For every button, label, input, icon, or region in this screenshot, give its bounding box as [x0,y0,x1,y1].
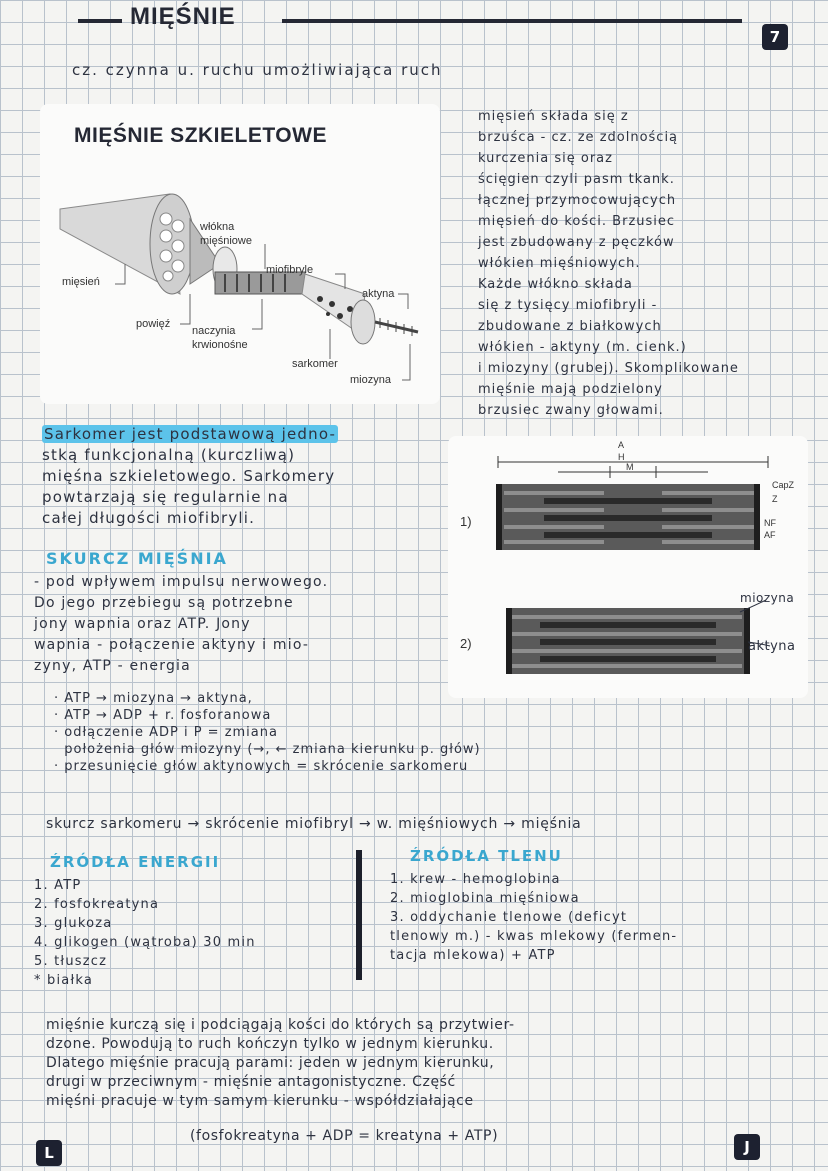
paragraph-line: Dlatego mięśnie pracują parami: jeden w jednym kierunku, [46,1055,495,1071]
note-line: się z tysięcy miofibryli - [478,298,658,313]
note-line: włókien - aktyny (m. cienk.) [478,340,687,355]
paragraph-line: dzone. Powodują to ruch kończyn tylko w jednym kierunku. [46,1036,494,1052]
corner-marker-bottom-right: J [734,1134,760,1160]
title-rule-left [78,19,122,23]
sarkomer-line: powtarzają się regularnie na [42,488,289,506]
energy-item: 5. tłuszcz [34,954,108,969]
antagonist-paragraph [46,1016,515,1111]
note-line: Każde włókno składa [478,277,633,292]
note-line: łącznej przymocowujących [478,193,677,208]
note-line: mięsień do kości. Brzusiec [478,214,676,229]
contraction-flow: skurcz sarkomeru → skrócenie miofibryl → w. mięśniowych → mięśnia [46,816,582,832]
paragraph-line: mięśnie kurczą się i podciągają kości do których są przytwier- [46,1017,515,1033]
page-subtitle: cz. czynna u. ruchu umożliwiająca ruch [72,61,443,79]
note-line: ścięgien czyli pasm tkank. [478,172,675,187]
sarkomer-line: stką funkcjonalną (kurczliwą) [42,446,296,464]
diagram-label-2: 2) [460,636,472,651]
contraction-line: - pod wpływem impulsu nerwowego. [34,574,329,590]
side-label-z: Z [772,494,778,504]
oxygen-item: 2. mioglobina mięśniowa [390,891,580,906]
contraction-line: zyny, ATP - energia [34,658,191,674]
contraction-line: wapnia - połączenie aktyny i mio- [34,637,310,653]
energy-formula: (fosfokreatyna + ADP = kreatyna + ATP) [190,1128,499,1144]
contraction-heading: SKURCZ MIĘŚNIA [46,549,228,568]
note-line: brzuśca - cz. ze zdolnością [478,130,679,145]
figure-title: MIĘŚNIE SZKIELETOWE [74,124,327,147]
step-line: · odłączenie ADP i P = zmiana [54,725,278,740]
contraction-line: Do jego przebiegu są potrzebne [34,595,294,611]
oxygen-item: tacja mlekowa) + ATP [390,948,556,963]
muscle-illustration [40,104,440,404]
label-miesien: mięsień [62,276,100,288]
corner-marker-bottom-left: L [36,1140,62,1166]
band-label-h: H [618,452,625,462]
note-line: jest zbudowany z pęczków [478,235,675,250]
step-line: · przesunięcie głów aktynowych = skrócenie sarkomeru [54,759,469,774]
sarkomer-definition [42,424,338,529]
sarcomere-relaxed [496,484,760,550]
paragraph-line: mięśni pracuje w tym samym kierunku - współdziałające [46,1093,474,1109]
label-miofibryle: miofibryle [266,264,314,276]
oxygen-list [390,870,677,965]
sarkomer-line: mięśna szkieletowego. Sarkomery [42,467,336,485]
oxygen-item: 1. krew - hemoglobina [390,872,561,887]
step-line: położenia głów miozyny (→, ← zmiana kierunku p. głów) [54,742,481,757]
sarcomere-diagram [448,436,808,698]
page-title: MIĘŚNIE [130,3,236,30]
sarkomer-line [42,424,338,445]
energy-item: * białka [34,973,94,988]
sarkomer-line: całej długości miofibryli. [42,509,256,527]
label-miozyna: miozyna [350,374,391,386]
energy-list [34,876,256,990]
paragraph-line: drugi w przeciwnym - mięśnie antagonistyczne. Część [46,1074,456,1090]
contraction-text [34,572,328,677]
oxygen-item: 3. oddychanie tlenowe (deficyt [390,910,628,925]
step-line: · ATP → ADP + r. fosforanowa [54,708,272,723]
note-line: kurczenia się oraz [478,151,613,166]
contraction-steps [54,690,481,775]
sarcomere-svg [448,436,808,698]
diagram-label-1: 1) [460,514,472,529]
oxygen-item: tlenowy m.) - kwas mlekowy (fermen- [390,929,678,944]
muscle-structure-notes [478,106,739,421]
side-label-capz: CapZ [772,480,795,490]
corner-marker-top: 7 [762,24,788,50]
energy-item: 1. ATP [34,878,82,893]
energy-item: 2. fosfokreatyna [34,897,160,912]
label-naczynia: naczynia krwionośne [192,325,248,351]
note-line: zbudowane z białkowych [478,319,662,334]
contraction-line: jony wapnia oraz ATP. Jony [34,616,251,632]
band-label-a: A [618,440,625,450]
annotation-aktyna: aktyna [748,639,796,654]
column-divider [356,850,362,980]
label-wlokna: włókna mięśniowe [200,221,252,247]
label-aktyna: aktyna [362,288,395,300]
note-line: brzusiec zwany głowami. [478,403,664,418]
note-line: włókien mięśniowych. [478,256,641,271]
title-rule-right [282,19,742,23]
highlight: Sarkomer jest podstawową jedno- [44,425,337,443]
energy-heading: ŹRÓDŁA ENERGII [50,853,221,871]
side-label-nf: NF [764,518,776,528]
step-line: · ATP → miozyna → aktyna, [54,691,253,706]
energy-item: 3. glukoza [34,916,113,931]
note-line: mięsień składa się z [478,109,629,124]
oxygen-heading: ŹRÓDŁA TLENU [410,847,563,865]
band-label-m: M [626,462,634,472]
note-line: mięśnie mają podzielony [478,382,663,397]
sarcomere-contracted [506,608,750,674]
label-sarkomer: sarkomer [292,358,338,370]
energy-item: 4. glikogen (wątroba) 30 min [34,935,256,950]
side-label-af: AF [764,530,776,540]
muscle-structure-figure [40,104,440,404]
note-line: i miozyny (grubej). Skomplikowane [478,361,739,376]
label-powiez: powięź [136,318,171,330]
annotation-miozyna: miozyna [740,591,795,605]
